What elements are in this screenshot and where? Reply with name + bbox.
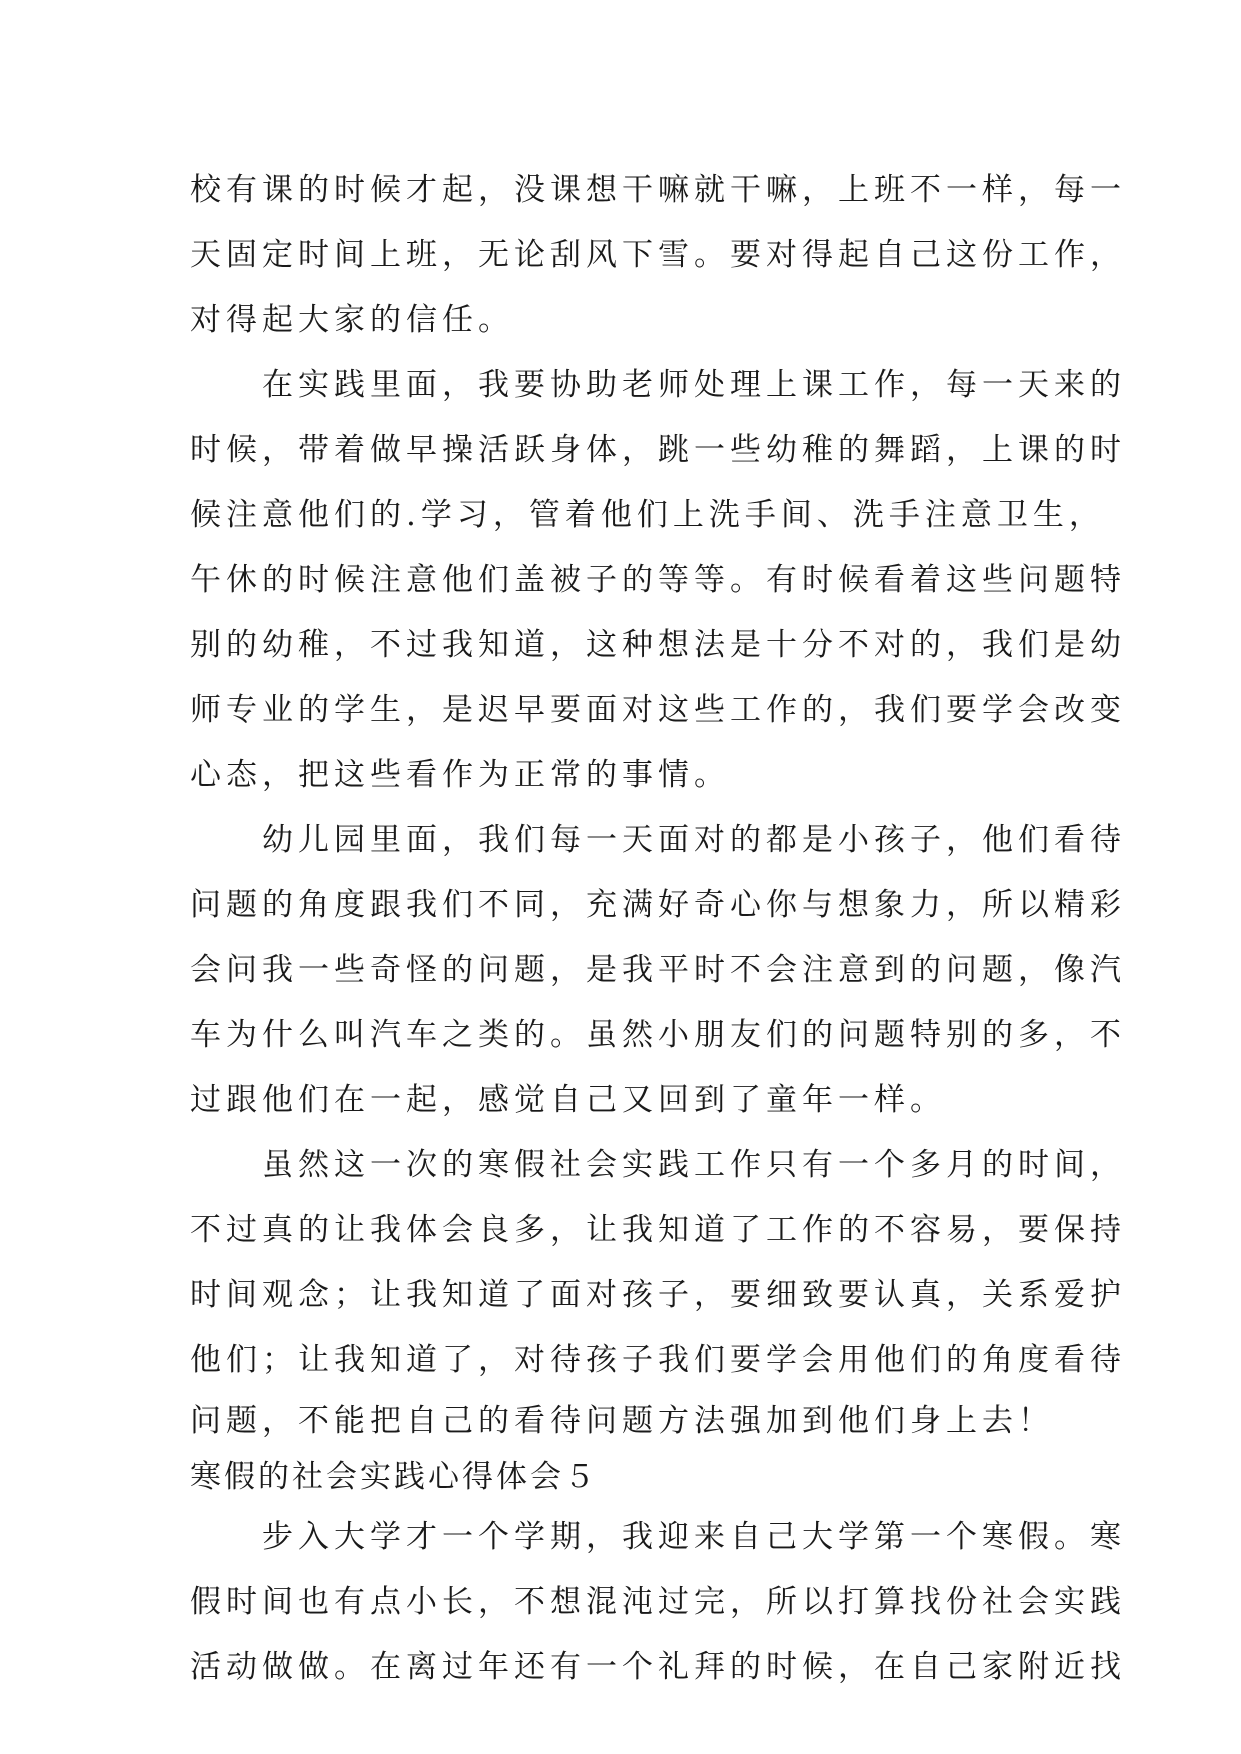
text-line: 不过真的让我体会良多，让我知道了工作的不容易，要保持	[190, 1212, 1126, 1248]
document-body	[190, 158, 1126, 1700]
text-line: 心态，把这些看作为正常的事情。	[190, 757, 730, 793]
text-line: 校有课的时候才起，没课想干嘛就干嘛，上班不一样，每一	[190, 172, 1126, 208]
text-line: 师专业的学生，是迟早要面对这些工作的，我们要学会改变	[190, 692, 1126, 728]
text-line: 问题，不能把自己的看待问题方法强加到他们身上去！	[190, 1403, 1054, 1439]
text-line: 他们；让我知道了，对待孩子我们要学会用他们的角度看待	[190, 1342, 1126, 1378]
section-heading: 寒假的社会实践心得体会５	[190, 1459, 598, 1495]
text-line: 时间观念；让我知道了面对孩子，要细致要认真，关系爱护	[190, 1277, 1126, 1313]
text-line: 别的幼稚，不过我知道，这种想法是十分不对的，我们是幼	[190, 627, 1126, 663]
paragraph-start-line: 虽然这一次的寒假社会实践工作只有一个多月的时间，	[190, 1147, 1126, 1183]
text-line: 天固定时间上班，无论刮风下雪。要对得起自己这份工作，	[190, 237, 1126, 273]
paragraph-start-line: 步入大学才一个学期，我迎来自己大学第一个寒假。寒	[190, 1519, 1126, 1555]
paragraph-start-line: 幼儿园里面，我们每一天面对的都是小孩子，他们看待	[190, 822, 1126, 858]
text-line: 问题的角度跟我们不同，充满好奇心你与想象力，所以精彩	[190, 887, 1126, 923]
paragraph-start-line: 在实践里面，我要协助老师处理上课工作，每一天来的	[190, 367, 1126, 403]
text-line: 假时间也有点小长，不想混沌过完，所以打算找份社会实践	[190, 1584, 1126, 1620]
text-line: 车为什么叫汽车之类的。虽然小朋友们的问题特别的多，不	[190, 1017, 1126, 1053]
text-line: 活动做做。在离过年还有一个礼拜的时候，在自己家附近找	[190, 1649, 1126, 1685]
text-line: 过跟他们在一起，感觉自己又回到了童年一样。	[190, 1082, 946, 1118]
text-line: 时候，带着做早操活跃身体，跳一些幼稚的舞蹈，上课的时	[190, 432, 1126, 468]
text-line: 候注意他们的.学习，管着他们上洗手间、洗手注意卫生，	[190, 497, 1105, 533]
text-line: 午休的时候注意他们盖被子的等等。有时候看着这些问题特	[190, 562, 1126, 598]
text-line: 会问我一些奇怪的问题，是我平时不会注意到的问题，像汽	[190, 952, 1126, 988]
text-line: 对得起大家的信任。	[190, 302, 514, 338]
